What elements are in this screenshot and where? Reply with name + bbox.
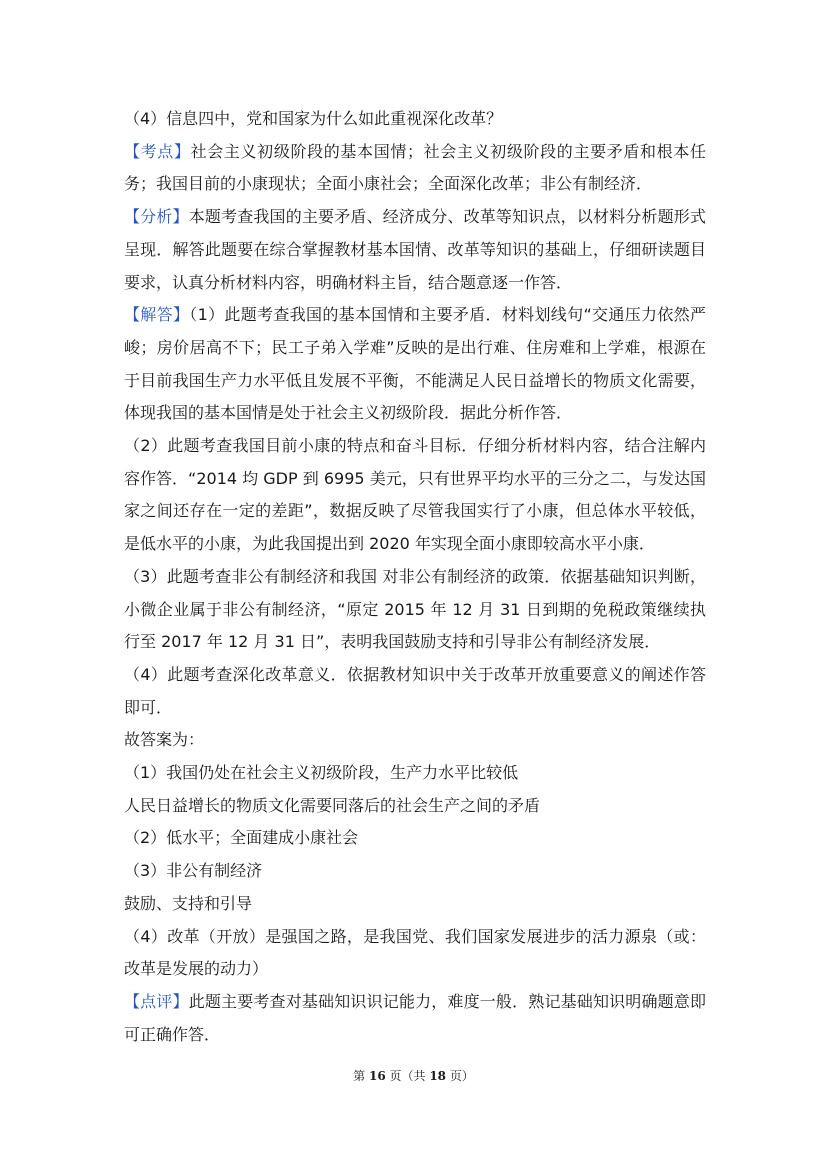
jieda-section bbox=[124, 299, 706, 430]
fenxi-tag: 【分析】 bbox=[124, 207, 189, 227]
dianping-text: 此题主要考查对基础知识识记能力，难度一般．熟记基础知识明确题意即可正确作答． bbox=[124, 991, 706, 1044]
answer-line: 鼓励、支持和引导 bbox=[124, 893, 253, 913]
answer-line: （2）低水平；全面建成小康社会 bbox=[124, 828, 359, 848]
answer-line: （1）我国仍处在社会主义初级阶段，生产力水平比较低 bbox=[124, 763, 519, 783]
question-4: （4）信息四中，党和国家为什么如此重视深化改革？ bbox=[124, 109, 503, 128]
kaodian-text: 社会主义初级阶段的基本国情；社会主义初级阶段的主要矛盾和根本任务；我国目前的小康现状；全面小康社会；全面深化改革；非公有制经济． bbox=[124, 141, 706, 194]
dianping-section bbox=[124, 986, 706, 1051]
dianping-tag: 【点评】 bbox=[124, 991, 189, 1011]
footer-page-number: 16 bbox=[368, 1069, 386, 1083]
kaodian-section bbox=[124, 136, 706, 201]
jieda-p1: （1）此题考查我国的基本国情和主要矛盾．材料划线句“交通压力依然严峻；房价居高不下；民工子弟入学难”反映的是出行难、住房难和上学难，根源在于目前我国生产力水平低且发展不平衡，不能满足人民日益增长的物质文化需要，体现我国的基本国情是处于社会主义初级阶段．据此分析作答． bbox=[124, 305, 706, 423]
jieda-p4: （4）此题考查深化改革意义．依据教材知识中关于改革开放重要意义的阐述作答即可． bbox=[124, 664, 706, 717]
fenxi-section bbox=[124, 201, 706, 299]
footer-prefix: 第 bbox=[353, 1069, 369, 1083]
jieda-p3: （3）此题考查非公有制经济和我国 对非公有制经济的政策．依据基础知识判断，小微企业属于非公有制经济，“原定 2015 年 12 月 31 日到期的免税政策继续执行至 2017 年 12 月 31 日”，表明我国鼓励支持和引导非公有制经济发展． bbox=[124, 566, 706, 652]
document-body bbox=[124, 103, 706, 1051]
page-footer bbox=[0, 1067, 827, 1084]
jieda-tag: 【解答】 bbox=[124, 305, 190, 325]
answer-line: 人民日益增长的物质文化需要同落后的社会生产之间的矛盾 bbox=[124, 795, 541, 815]
fenxi-text: 本题考查我国的主要矛盾、经济成分、改革等知识点，以材料分析题形式呈现．解答此题要在综合掌握教材基本国情、改革等知识的基础上，仔细研读题目要求，认真分析材料内容，明确材料主旨，结合题意逐一作答． bbox=[124, 207, 706, 292]
kaodian-tag: 【考点】 bbox=[124, 141, 191, 161]
footer-middle: 页（共 bbox=[385, 1069, 430, 1083]
answer-line: （4）改革（开放）是强国之路，是我国党、我们国家发展进步的活力源泉（或：改革是发展的动力） bbox=[124, 926, 706, 979]
footer-suffix: 页） bbox=[446, 1069, 474, 1083]
answer-line: （3）非公有制经济 bbox=[124, 861, 263, 881]
footer-total-pages: 18 bbox=[429, 1069, 447, 1083]
answer-intro: 故答案为： bbox=[124, 730, 205, 750]
jieda-p2: （2）此题考查我国目前小康的特点和奋斗目标．仔细分析材料内容，结合注解内容作答．“2014 均 GDP 到 6995 美元，只有世界平均水平的三分之二，与发达国家之间还存在一定的差距”，数据反映了尽管我国实行了小康，但总体水平较低，是低水平的小康，为此我国提出到 2020 年实现全面小康即较高水平小康． bbox=[124, 436, 706, 554]
